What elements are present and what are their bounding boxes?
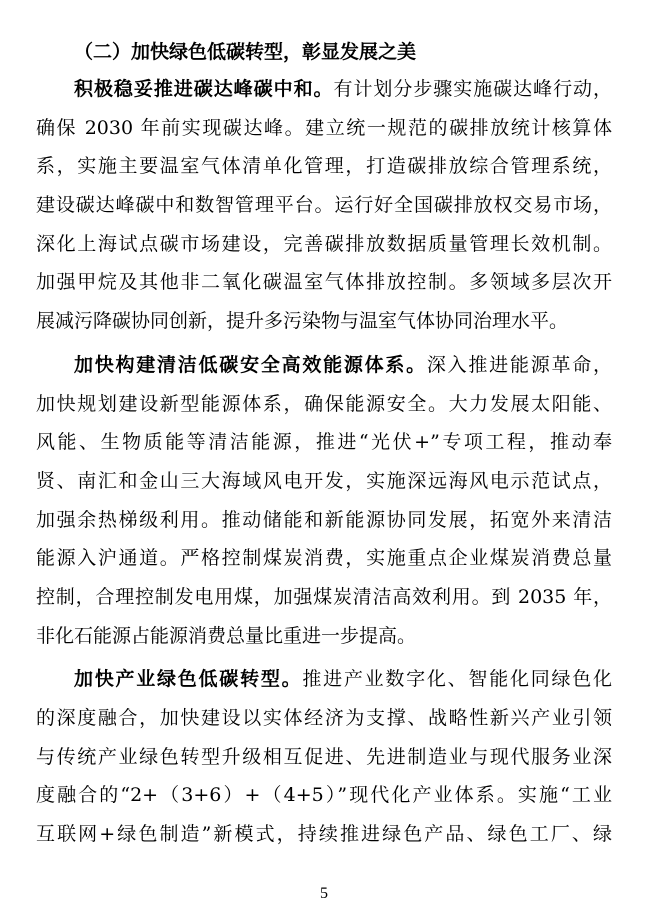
paragraph-line: 能源入沪通道。严格控制煤炭消费，实施重点企业煤炭消费总量 [36, 547, 612, 570]
page-number: 5 [320, 885, 328, 902]
paragraph-line: 贤、南汇和金山三大海域风电开发，实施深远海风电示范试点， [36, 469, 612, 492]
document-page [36, 34, 612, 854]
paragraph-line: 风能、生物质能等清洁能源，推进“光伏+”专项工程，推动奉 [36, 431, 612, 454]
paragraph-line: 深化上海试点碳市场建设，完善碳排放数据质量管理长效机制。 [36, 232, 612, 255]
paragraph-line-text: 推进产业数字化、智能化同绿色化 [302, 668, 612, 691]
paragraph-line-text: 有计划分步骤实施碳达峰行动， [333, 78, 612, 100]
paragraph-line: 度融合的“2+（3+6）+（4+5）”现代化产业体系。实施“工业 [36, 784, 612, 807]
paragraph-lead: 加快构建清洁低碳安全高效能源体系。 [74, 353, 427, 376]
paragraph-carbon-peak [36, 70, 612, 341]
paragraph-line-text: 深入推进能源革命， [426, 353, 612, 376]
paragraph-line [36, 346, 612, 385]
paragraph-line: 加快规划建设新型能源体系，确保能源安全。大力发展太阳能、 [36, 392, 612, 415]
paragraph-line: 互联网+绿色制造”新模式，持续推进绿色产品、绿色工厂、绿 [36, 823, 612, 846]
section-heading: （二）加快绿色低碳转型，彰显发展之美 [74, 41, 417, 63]
paragraph-line: 控制，合理控制发电用煤，加强煤炭清洁高效利用。到 2035 年， [36, 585, 612, 608]
paragraph-line: 展减污降碳协同创新，提升多污染物与温室气体协同治理水平。 [36, 310, 569, 333]
paragraph-line [36, 660, 612, 699]
paragraph-industry-transition [36, 660, 612, 853]
paragraph-line: 加强余热梯级利用。推动储能和新能源协同发展，拓宽外来清洁 [36, 508, 612, 531]
paragraph-line: 确保 2030 年前实现碳达峰。建立统一规范的碳排放统计核算体 [36, 116, 612, 139]
paragraph-line: 非化石能源占能源消费总量比重进一步提高。 [36, 624, 417, 647]
paragraph-line: 的深度融合，加快建设以实体经济为支撑、战略性新兴产业引领 [36, 707, 612, 729]
paragraph-line: 系，实施主要温室气体清单化管理，打造碳排放综合管理系统， [36, 155, 612, 178]
paragraph-line: 加强甲烷及其他非二氧化碳温室气体排放控制。多领域多层次开 [36, 271, 612, 294]
paragraph-line: 与传统产业绿色转型升级相互促进、先进制造业与现代服务业深 [36, 745, 612, 768]
paragraph-lead: 加快产业绿色低碳转型。 [74, 668, 303, 691]
paragraph-lead: 积极稳妥推进碳达峰碳中和。 [74, 78, 334, 100]
paragraph-line [36, 70, 612, 109]
paragraph-line: 建设碳达峰碳中和数智管理平台。运行好全国碳排放权交易市场， [36, 194, 612, 217]
paragraph-energy-system [36, 346, 612, 656]
